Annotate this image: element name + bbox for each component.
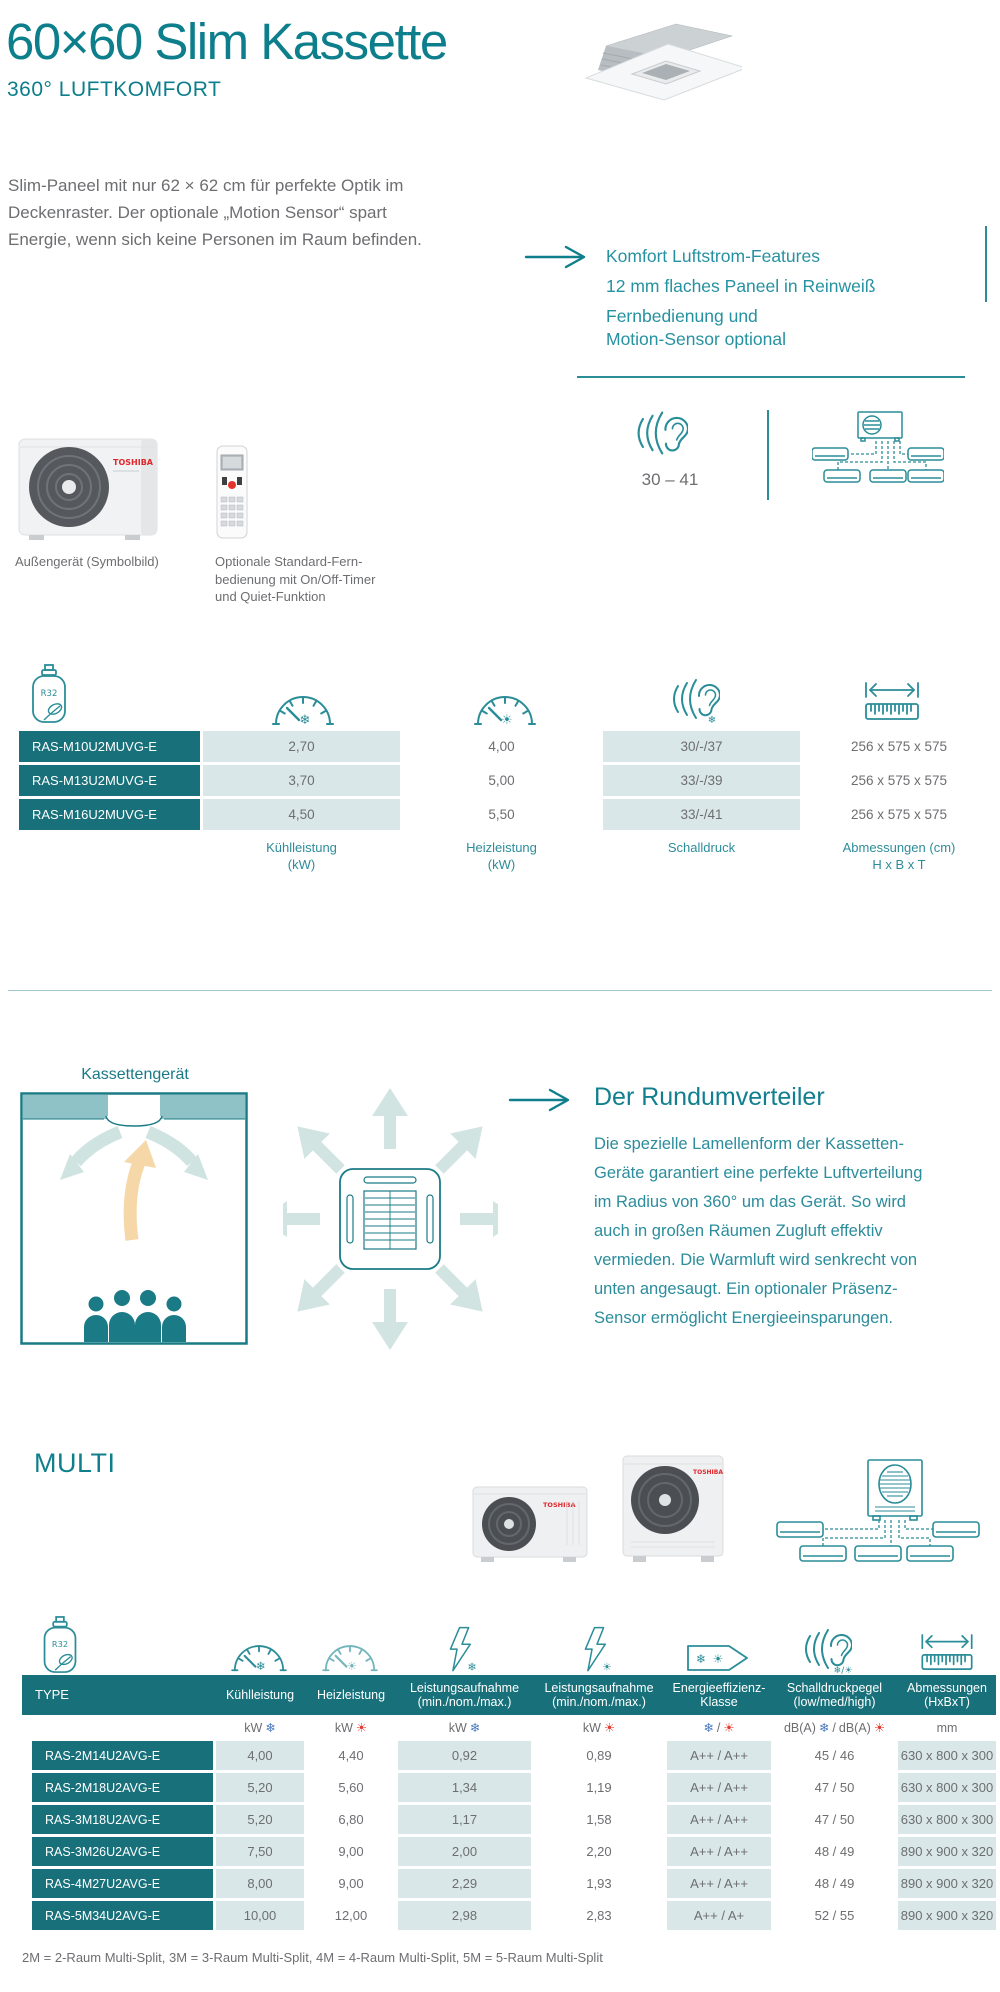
table-row <box>19 799 995 830</box>
header-cooling: Kühlleistung <box>225 1687 295 1702</box>
sound-pressure-icon <box>798 1628 852 1674</box>
intro-line: Deckenraster. Der optionale „Motion Sensor“ spart <box>8 203 387 222</box>
dimensions-cell: 630 x 800 x 300 <box>898 1773 996 1802</box>
sun-icon: ☀ <box>346 1659 358 1672</box>
column-label: Heizleistung (kW) <box>466 840 537 872</box>
header-input-heating: Leistungsaufnahme (min./nom./max.) <box>544 1680 654 1709</box>
dimensions-cell: 256 x 575 x 575 <box>803 799 995 830</box>
outdoor-unit-image <box>15 425 168 545</box>
multi-split-diagram-icon <box>812 410 944 494</box>
arrow-right-icon <box>524 244 598 270</box>
table-row <box>32 1901 996 1930</box>
table-row <box>32 1741 996 1770</box>
airflow-heading: Der Rundumverteiler <box>594 1083 825 1111</box>
multi-heading: MULTI <box>34 1448 116 1478</box>
units-heating: kW ☀ <box>334 1720 368 1735</box>
multi-outdoor-unit-small-image <box>471 1481 594 1569</box>
refrigerant-label: R32 <box>51 1638 69 1649</box>
icon-divider <box>767 410 769 500</box>
units-cooling: kW ❄ <box>244 1720 276 1735</box>
model-cell: RAS-5M34U2AVG-E <box>32 1901 213 1930</box>
column-label: Kühlleistung (kW) <box>266 840 337 872</box>
sound-level-value: 30 – 41 <box>641 470 699 489</box>
page-title: 60×60 Slim Kassette <box>6 13 447 70</box>
model-cell: RAS-M16U2MUVG-E <box>19 799 200 830</box>
header-sound: Schalldruckpegel (low/med/high) <box>786 1680 883 1709</box>
table-row <box>32 1773 996 1802</box>
table-row <box>19 765 995 796</box>
model-cell: RAS-4M27U2AVG-E <box>32 1869 213 1898</box>
input-cooling-cell: 2,98 <box>398 1901 531 1930</box>
snowflake-icon: ❄ <box>695 1652 707 1666</box>
intro-line: Slim-Paneel mit nur 62 × 62 cm für perfekte Optik im <box>8 176 404 195</box>
column-label: Abmessungen (cm) H x B x T <box>842 840 956 872</box>
model-cell: RAS-2M18U2AVG-E <box>32 1773 213 1802</box>
energy-cell: A++ / A++ <box>667 1805 771 1834</box>
input-heating-cell: 1,93 <box>534 1869 664 1898</box>
input-cooling-cell: 2,29 <box>398 1869 531 1898</box>
feature-item: Komfort Luftstrom-Features <box>606 246 820 266</box>
sun-icon: ☀ <box>712 1652 724 1666</box>
intro-line: Energie, wenn sich keine Personen im Raum befinden. <box>8 230 422 249</box>
sound-cell: 52 / 55 <box>774 1901 895 1930</box>
dimensions-cell: 630 x 800 x 300 <box>898 1805 996 1834</box>
table-footnote: 2M = 2-Raum Multi-Split, 3M = 3-Raum Multi-Split, 4M = 4-Raum Multi-Split, 5M = 5-Raum Multi-Split <box>22 1950 603 1965</box>
heating-cell: 9,00 <box>307 1837 395 1866</box>
energy-efficiency-icon <box>687 1642 749 1674</box>
input-cooling-cell: 1,34 <box>398 1773 531 1802</box>
input-cooling-cell: 2,00 <box>398 1837 531 1866</box>
dimensions-icon <box>918 1634 976 1672</box>
cooling-cell: 5,20 <box>216 1805 304 1834</box>
refrigerant-r32-icon <box>31 664 67 724</box>
power-input-cooling-icon <box>441 1626 483 1674</box>
section-rule <box>577 376 965 378</box>
power-input-heating-icon <box>576 1626 618 1674</box>
remote-control-image <box>216 445 248 539</box>
heating-cell: 6,80 <box>307 1805 395 1834</box>
units-input-cooling: kW ❄ <box>448 1720 481 1735</box>
room-airflow-diagram <box>20 1092 248 1345</box>
header-energy: Energieeffizienz- Klasse <box>672 1680 766 1709</box>
sun-icon: ☀ <box>501 713 513 726</box>
snowflake-icon: ❄ <box>707 715 717 724</box>
input-heating-cell: 0,89 <box>534 1741 664 1770</box>
input-heating-cell: 2,20 <box>534 1837 664 1866</box>
sound-cell: 48 / 49 <box>774 1869 895 1898</box>
cooling-cell: 8,00 <box>216 1869 304 1898</box>
heating-cell: 12,00 <box>307 1901 395 1930</box>
dimensions-cell: 890 x 900 x 320 <box>898 1837 996 1866</box>
outdoor-caption: Außengerät (Symbolbild) <box>15 554 159 569</box>
model-cell: RAS-3M18U2AVG-E <box>32 1805 213 1834</box>
sound-cell: 33/-/41 <box>603 799 800 830</box>
input-cooling-cell: 1,17 <box>398 1805 531 1834</box>
cassette-product-image <box>572 12 742 122</box>
table-row <box>32 1869 996 1898</box>
heating-capacity-icon <box>474 688 536 726</box>
intro-paragraph <box>8 172 422 253</box>
dimensions-cell: 890 x 900 x 320 <box>898 1901 996 1930</box>
heating-cell: 4,40 <box>307 1741 395 1770</box>
input-heating-cell: 2,83 <box>534 1901 664 1930</box>
refrigerant-r32-icon <box>42 1616 78 1674</box>
cooling-capacity-icon <box>228 1638 290 1672</box>
feature-item: Fernbedienung und <box>606 306 758 326</box>
dimensions-cell: 256 x 575 x 575 <box>803 765 995 796</box>
heating-cell: 4,00 <box>403 731 600 762</box>
energy-cell: A++ / A+ <box>667 1901 771 1930</box>
table-row <box>32 1837 996 1866</box>
energy-cell: A++ / A++ <box>667 1741 771 1770</box>
model-cell: RAS-3M26U2AVG-E <box>32 1837 213 1866</box>
dimensions-cell: 256 x 575 x 575 <box>803 731 995 762</box>
header-dimensions: Abmessungen (HxBxT) <box>907 1680 987 1709</box>
cooling-cell: 4,00 <box>216 1741 304 1770</box>
airflow-paragraph: Die spezielle Lamellenform der Kassetten- Geräte garantiert eine perfekte Luftverteilung im Radius von 360° um das Gerät. So wird auch in großen Räumen Zugluft effektiv vermieden. Die Warmluft wird senkrecht von unten angesaugt. Ein optionaler Präsenz- Sensor ermöglicht Energieeinsparungen. <box>594 1135 923 1327</box>
units-energy: ❄ / ☀ <box>703 1720 735 1735</box>
sound-cell: 45 / 46 <box>774 1741 895 1770</box>
energy-cell: A++ / A++ <box>667 1869 771 1898</box>
energy-cell: A++ / A++ <box>667 1773 771 1802</box>
refrigerant-label: R32 <box>40 689 58 699</box>
brand-label: TOSHIBA <box>693 1469 723 1476</box>
table-units-row <box>32 1716 996 1739</box>
sound-level-icon <box>630 408 688 458</box>
section-divider <box>8 990 992 991</box>
cassette-diagram-label: Kassettengerät <box>81 1066 189 1083</box>
feature-item: 12 mm flaches Paneel in Reinweiß <box>606 276 876 296</box>
page-subtitle: 360° LUFTKOMFORT <box>7 78 222 101</box>
feature-item: Motion-Sensor optional <box>606 329 786 349</box>
column-label: Schalldruck <box>667 840 736 855</box>
header-type: TYPE <box>35 1686 69 1702</box>
input-heating-cell: 1,19 <box>534 1773 664 1802</box>
cooling-capacity-icon <box>272 688 334 726</box>
dimensions-cell: 890 x 900 x 320 <box>898 1869 996 1898</box>
cooling-cell: 10,00 <box>216 1901 304 1930</box>
heating-cell: 5,60 <box>307 1773 395 1802</box>
heating-cell: 5,50 <box>403 799 600 830</box>
header-input-cooling: Leistungsaufnahme (min./nom./max.) <box>409 1680 520 1709</box>
dimensions-icon <box>863 682 921 722</box>
units-input-heating: kW ☀ <box>582 1720 616 1735</box>
table-row <box>19 731 995 762</box>
model-cell: RAS-2M14U2AVG-E <box>32 1741 213 1770</box>
units-empty <box>32 1716 213 1739</box>
sound-cell: 33/-/39 <box>603 765 800 796</box>
energy-cell: A++ / A++ <box>667 1837 771 1866</box>
cooling-cell: 4,50 <box>203 799 400 830</box>
multi-split-diagram-large-icon <box>775 1458 981 1570</box>
heating-capacity-icon <box>319 1638 381 1672</box>
snowflake-icon: ❄ <box>299 713 311 726</box>
snowflake-icon: ❄ <box>255 1659 266 1672</box>
multi-outdoor-unit-large-image <box>617 1454 729 1568</box>
sound-cell: 30/-/37 <box>603 731 800 762</box>
sound-pressure-icon <box>666 678 720 724</box>
dimensions-cell: 630 x 800 x 300 <box>898 1741 996 1770</box>
input-cooling-cell: 0,92 <box>398 1741 531 1770</box>
model-cell: RAS-M13U2MUVG-E <box>19 765 200 796</box>
brand-label: TOSHIBA <box>543 1501 576 1509</box>
model-cell: RAS-M10U2MUVG-E <box>19 731 200 762</box>
margin-rule <box>985 226 987 302</box>
table-header-row <box>22 1675 996 1715</box>
cooling-cell: 3,70 <box>203 765 400 796</box>
sound-cell: 47 / 50 <box>774 1773 895 1802</box>
sound-cell: 47 / 50 <box>774 1805 895 1834</box>
arrow-right-icon <box>508 1087 582 1113</box>
header-heating: Heizleistung <box>316 1687 386 1702</box>
sound-cell: 48 / 49 <box>774 1837 895 1866</box>
table-row <box>32 1805 996 1834</box>
units-dimensions: mm <box>936 1720 958 1735</box>
remote-caption: Optionale Standard-Fern- bedienung mit On/Off-Timer und Quiet-Funktion <box>215 554 376 604</box>
heating-cell: 5,00 <box>403 765 600 796</box>
cooling-cell: 5,20 <box>216 1773 304 1802</box>
brand-label: TOSHIBA <box>113 458 153 467</box>
sun-icon: ☀ <box>602 1660 612 1674</box>
snowflake-icon: ❄ <box>467 1660 477 1674</box>
cooling-cell: 7,50 <box>216 1837 304 1866</box>
cooling-cell: 2,70 <box>203 731 400 762</box>
snow-sun-label: ❄/☀ <box>833 1666 852 1674</box>
input-heating-cell: 1,58 <box>534 1805 664 1834</box>
cassette-360-airflow-diagram <box>283 1076 498 1362</box>
heating-cell: 9,00 <box>307 1869 395 1898</box>
units-sound: dB(A) ❄ / dB(A) ☀ <box>783 1720 886 1735</box>
